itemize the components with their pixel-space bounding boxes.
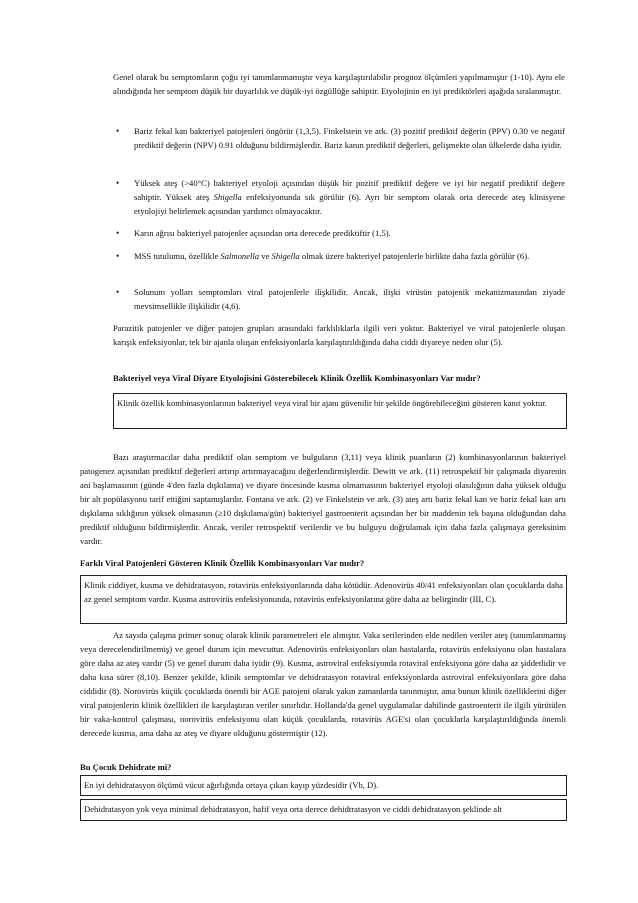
recommendation-box [113, 393, 567, 429]
bullet-icon: • [116, 178, 120, 188]
recommendation-text: En iyi dehidratasyon ölçümü vücut ağırlığında ortaya çıkan kayıp yüzdesidir (Vb, D). [84, 780, 379, 790]
recommendation-text: Klinik ciddiyet, kusma ve dehidratasyon, rotavirüs enfeksiyonlarında daha kötüdür. Adenovirüs 40/41 enfeksiyonları olan çocuklarda daha az genel semptom vardır. Kusma astrovirüs enfeksiyonunda, rotavirüs enfeksiyonlarına göre daha az belirgindir (III, C). [84, 580, 563, 604]
recommendation-box [80, 799, 567, 821]
bullet-item [113, 285, 565, 313]
recommendation-text: Dehidratasyon yok veya minimal dehidratasyon, hafif veya orta derece dehidtratasyon ve ciddi dehidratasyon şeklinde alt [84, 804, 502, 814]
bullet-icon: • [116, 126, 120, 136]
bullet-text: Solunum yolları semptomları viral patojenlerle ilişkilidir. Ancak, ilişki virüsün patojenik mekanizmasından ziyade mevsimsellikle ilişkilidir (4,6). [134, 287, 565, 311]
section-heading-dehydration: Bu Çocuk Dehidrate mi? [80, 762, 172, 772]
bullet-icon: • [116, 251, 120, 261]
research-paragraph: Bazı araştırmacılar daha prediktif olan semptom ve bulguların (3,11) veya klinik puanların (2) kombinasyonlarının bakteriyel patogenez açısından prediktif değerleri artırıp artırmayacağını değerlendirmişlerdir. Dewitt ve ark. (11) retrospektif bir çalışmada diyarenin ani başlamasının (günde 4'den fazla dışkılama) ve diyare öncesinde kusma olmamasının bakteriyel etyoloji olasılığının daha yüksek olduğu bir alt popülasyonu tarif ettiğini saptamışlardır. Fontana ve ark. (2) ve Finkelstein ve ark. (3) ateş artı bariz fekal kan ve bariz fekal kan artı dışkılama sıklığının yüksek olmasının (≥10 dışkılama/gün) bakteriyel gastroenterit açısından her bir maddenin tek başına olduğundan daha prediktif olduğunu bildirmişlerdir. Ancak, veriler retrospektif verilerdir ve bu bulguyu doğrulamak için daha fazla çalışmaya gereksinim vardır. [80, 452, 566, 546]
bullet-text: Yüksek ateş (>40°C) bakteriyel etyoloji açısından düşük bir pozitif prediktif değere ve iyi bir negatif prediktif değere sahiptir. Yüksek ateş Shigella enfeksiyonunda sık görülür (6). Ayrı bir semptom olarak orta derecede ateş klinisyene etyolojiyi belirlemek açısından yardımcı olmayacaktır. [134, 178, 565, 216]
bullet-item [113, 226, 565, 240]
bullet-text: Bariz fekal kan bakteriyel patojenleri öngörür (1,3,5). Finkelstein ve ark. (3) pozitif prediktif değerin (PPV) 0.30 ve negatif prediktif değerin (NPV) 0.91 olduğunu bildirmişlerdir. Bariz kanın prediktif değerleri, gelişmekte olan ülkelerde daha iyidir. [134, 126, 565, 150]
section-heading-viral-pathogens: Farklı Viral Patojenleri Gösteren Klinik Özellik Kombinasyonları Var mıdır? [80, 558, 365, 568]
bullet-item [113, 124, 565, 152]
bullet-icon: • [116, 287, 120, 297]
bullet-text: Karın ağrısı bakteriyel patojenler açısından orta derecede prediktiftir (1,5). [134, 228, 391, 238]
intro-paragraph: Genel olarak bu semptomların çoğu iyi tanımlanmamıştır veya karşılaştırılabilir prognoz ölçümleri yapılmamıştır (1-10). Aynı ele alındığında her semptom düşük bir duyarlılık ve düşük-iyi özgüllüğe sahiptir. Etyolojinin en iyi prediktörleri aşağıda sıralanmıştır. [113, 72, 565, 96]
parasite-paragraph: Parazitik patojenler ve diğer patojen grupları arasındaki farklılıklarla ilgili veri yoktur. Bakteriyel ve viral patojenlerle oluşan karışık enfeksiyonlar, tek bir ajanla oluşan enfeksiyonlarla karşılaştırıldığında daha ciddi diyareye neden olur (5). [113, 323, 565, 347]
recommendation-box [80, 775, 567, 796]
bullet-text: MSS tutulumu, özellikle Salmonella ve Shigella olmak üzere bakteriyel patojenlerle birlikte daha fazla görülür (6). [134, 251, 530, 261]
viral-studies-paragraph: Az sayıda çalışma primer sonuç olarak klinik parametreleri ele almıştır. Vaka serilerinden elde nedilen veriler ateş (tanımlanmamış veya derecelendirilmemiş) ve genel durum için mevcuttur. Adenovirüs enfeksiyonları olan hastalarda, rotavirüs enfeksiyonu olan hastalara göre daha az ateş vardır (5) ve genel durum daha iyidir (9). Kusma, astroviral enfeksiyonda rotaviral enfeksiyona göre daha az şiddetlidir ve daha kısa sürer (8,10). Benzer şekilde, klinik semptomlar ve dehidratasyon rotaviral enfeksiyonlarda astroviral enfeksiyonlara göre daha ciddidir (8). Norovirüs küçük çocuklarda önemli bir AGE patojeni olarak yakın zamanlarda tanınmıştır, ama bunun klinik özelliklerini diğer viral patojenlerin klinik özellikleri ile karşılaştıran veriler sınırlıdır. Hollanda'da genel uygulamalar dahilinde gastroenterit ile ilgili yürütülen bir vaka-kontrol çalışması, norovirüs enfeksiyonu olan küçük çocuklarda, rotavirüs AGE'si olan çocuklarla karşılaştırıldığında önemli derecede kusma, ama daha az ateş ve diyare olduğunu göstermiştir (12). [80, 630, 566, 738]
recommendation-box [80, 575, 567, 624]
recommendation-text: Klinik özellik kombinasyonlarının bakteriyel veya viral bir ajanı güvenilir bir şekilde öngörebileceğini gösteren kanıt yoktur. [117, 398, 547, 408]
bullet-item [113, 176, 565, 218]
section-heading-bacterial-viral: Bakteriyel veya Viral Diyare Etyolojisini Gösterebilecek Klinik Özellik Kombinasyonları Var mıdır? [113, 373, 481, 383]
bullet-icon: • [116, 228, 120, 238]
bullet-item [113, 249, 565, 263]
